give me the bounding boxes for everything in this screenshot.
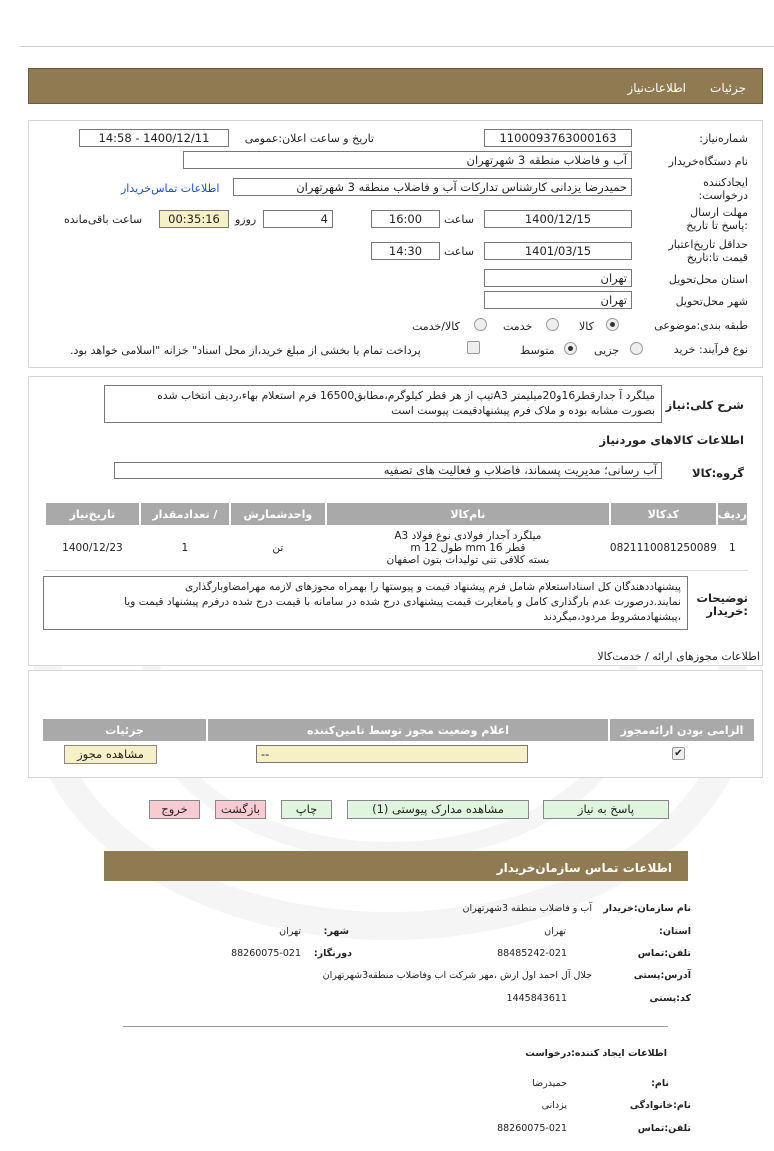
- announce-label: تاریخ و ساعت اعلان:عمومی: [244, 132, 374, 145]
- col-unit: واحدشمارش: [230, 502, 326, 526]
- contact-fax-label: دورنگار:: [313, 948, 352, 959]
- process-minor-radio[interactable]: [630, 342, 643, 355]
- col-code: کدکالا: [610, 502, 717, 526]
- buyer-notes-box: [43, 576, 688, 630]
- col-permit-details: جزئیات: [42, 718, 207, 742]
- notes-line1: پیشنهاددهندگان کل اسناداستعلام شامل فرم پیشنهاد قیمت و پیوستها را بهمراه مجوزهای لازمه مهرامضاوبارگذاری: [184, 581, 681, 593]
- need-number-label: شماره‌نیاز:: [699, 132, 748, 145]
- province-field: تهران: [484, 269, 632, 287]
- goods-group-label: گروه:کالا: [692, 466, 744, 480]
- contact-city-value: تهران: [279, 926, 301, 937]
- contact-address-value: جلال آل احمد اول ارش ،مهر شرکت اب وفاضلاب منطقه3شهرتهران: [322, 970, 592, 981]
- contact-city-label: شهر:: [323, 926, 349, 937]
- contact-phone-value: 88485242-021: [497, 948, 567, 959]
- summary-text-line1: میلگرد آ جدارقطر16و20میلیمتر A3تیپ از هر قطر کیلوگرم،مطابق16500 فرم استعلام بهاء،ردیف انتخاب شده: [157, 389, 655, 402]
- buyer-contact-link[interactable]: اطلاعات تماس‌خریدار: [121, 182, 220, 195]
- col-permit-required: الزامی بودن ارائه‌مجوز: [609, 718, 755, 742]
- header-bar: [28, 68, 763, 104]
- buyer-org-field: آب و فاضلاب منطقه 3 شهرتهران: [183, 151, 632, 169]
- contact-phone-label: تلفن:تماس: [637, 948, 691, 959]
- deadline-time-field: 16:00: [371, 210, 440, 228]
- contact-divider: [123, 1026, 668, 1027]
- col-qty: / تعدادمقدار: [140, 502, 230, 526]
- remaining-time-field: 00:35:16: [159, 210, 229, 228]
- notes-line3: ،پیشنهادمشروط مردود،میگردند: [543, 611, 681, 623]
- print-button[interactable]: چاپ: [281, 800, 332, 819]
- top-divider: [20, 46, 774, 47]
- tab-need-info[interactable]: اطلاعات‌نیاز: [627, 81, 686, 95]
- goods-section-title: اطلاعات کالاهای موردنیاز: [599, 433, 744, 447]
- buyer-notes-label: توضیحات :خریدار: [696, 591, 748, 618]
- buyer-org-label: نام دستگاه‌خریدار: [668, 155, 748, 168]
- goods-table: [44, 501, 749, 571]
- process-medium-label: متوسط: [520, 344, 555, 357]
- process-minor-label: جزیی: [594, 344, 620, 357]
- validity-date-field: 1401/03/15: [484, 242, 632, 260]
- permit-required-checkbox[interactable]: ✔: [672, 747, 685, 760]
- summary-text-line2: بصورت مشابه بوده و ملاک فرم پیشنهادقیمت پیوست است: [391, 404, 655, 417]
- row-code: 0821110081250089: [610, 526, 717, 570]
- tab-details[interactable]: جزئیات: [710, 81, 746, 95]
- contact-postal-label: کد:پستی: [649, 993, 691, 1004]
- row-unit: تن: [230, 526, 326, 570]
- deadline-label: مهلت ارسال :پاسخ تا تاریخ: [686, 206, 748, 232]
- days-field: 4: [263, 210, 333, 228]
- validity-time-field: 14:30: [371, 242, 440, 260]
- notes-line2: نمایند.درصورت عدم بارگذاری کامل و یامغایرت قیمت پیشنهادی درج شده در سامانه با قیمت درج شده درفرم پیشنهاد قیمت ویا: [124, 596, 681, 608]
- permit-status-field: --: [256, 745, 528, 763]
- category-service-label: خدمت: [503, 320, 533, 333]
- need-number-field: 1100093763000163: [484, 129, 632, 147]
- permits-title: اطلاعات مجوزهای ارائه / خدمت‌کالا: [597, 650, 760, 663]
- contact-fax-value: 88260075-021: [231, 948, 301, 959]
- validity-time-label: ساعت: [444, 245, 474, 258]
- category-goods-label: کالا: [579, 320, 594, 333]
- creator-name-label: نام:: [651, 1078, 669, 1089]
- row-date: 1400/12/23: [45, 526, 140, 570]
- contact-org-value: آب و فاضلاب منطقه 3شهرتهران: [462, 903, 592, 914]
- creator-field: حمیدرضا یزدانی کارشناس تدارکات آب و فاضلاب منطقه 3 شهرتهران: [233, 178, 632, 196]
- creator-phone-label: تلفن:تماس: [637, 1123, 691, 1134]
- category-label: طبقه بندی:موضوعی: [654, 319, 748, 332]
- col-row: ردیف: [717, 502, 748, 526]
- category-service-radio[interactable]: [546, 318, 559, 331]
- col-date: تاریخ‌نیاز: [45, 502, 140, 526]
- exit-button[interactable]: خروج: [149, 800, 200, 819]
- summary-box: [104, 385, 662, 423]
- goods-group-field: آب رسانی؛ مدیریت پسماند، فاضلاب و فعالیت های تصفیه: [114, 462, 662, 479]
- col-permit-status: اعلام وضعیت مجوز توسط تامین‌کننده: [207, 718, 609, 742]
- table-row: [45, 526, 748, 570]
- contact-postal-value: 1445843611: [506, 993, 567, 1004]
- remaining-label: ساعت باقی‌مانده: [64, 213, 143, 226]
- row-name-line2: قطر 16 mm طول 12 m: [410, 542, 526, 555]
- deadline-time-label: ساعت: [444, 213, 474, 226]
- contact-province-label: استان:: [659, 926, 691, 937]
- row-name-line1: میلگرد آجدار فولادی نوع فولاد A3: [394, 530, 542, 543]
- category-both-radio[interactable]: [474, 318, 487, 331]
- contact-address-label: آدرس:پستی: [633, 970, 691, 981]
- creator-phone-value: 88260075-021: [497, 1123, 567, 1134]
- reply-button[interactable]: پاسخ به نیاز: [543, 800, 669, 819]
- back-button[interactable]: بازگشت: [215, 800, 266, 819]
- deadline-date-field: 1400/12/15: [484, 210, 632, 228]
- creator-name-value: حمیدرضا: [532, 1078, 567, 1089]
- row-number: 1: [717, 526, 748, 570]
- creator-label: ایجادکننده درخواست:: [698, 176, 748, 202]
- announce-field: 1400/12/11 - 14:58: [79, 129, 229, 147]
- summary-label: شرح کلی:نیاز: [665, 398, 744, 412]
- view-permit-button[interactable]: مشاهده مجوز: [64, 745, 157, 764]
- creator-family-value: یزدانی: [541, 1100, 567, 1111]
- col-name: نام‌کالا: [326, 502, 610, 526]
- process-medium-radio[interactable]: [564, 342, 577, 355]
- view-attachments-button[interactable]: مشاهده مدارک پیوستی (1): [347, 800, 529, 819]
- row-name-line3: بسته کلافی تنی تولیدات بتون اصفهان: [386, 554, 550, 567]
- creator-family-label: نام:خانوادگی: [629, 1100, 691, 1111]
- category-both-label: کالا/خدمت: [412, 320, 460, 333]
- city-field: تهران: [484, 291, 632, 309]
- province-label: استان محل‌تحویل: [668, 273, 748, 286]
- days-label: روزو: [235, 213, 257, 226]
- validity-label: حداقل تاریخ‌اعتبار قیمت تا:تاریخ: [668, 238, 748, 264]
- payment-note: پرداخت تمام یا بخشی از مبلغ خرید،از محل اسناد" خزانه "اسلامی خواهد بود.: [70, 344, 421, 357]
- creator-info-title: اطلاعات ایجاد کننده:درخواست: [525, 1048, 667, 1059]
- city-label: شهر محل‌تحویل: [675, 295, 748, 308]
- process-type-label: نوع فرآیند: خرید: [673, 343, 748, 356]
- contact-province-value: تهران: [544, 926, 566, 937]
- contact-org-label: نام سازمان:خریدار: [603, 903, 691, 914]
- payment-checkbox[interactable]: [467, 341, 480, 354]
- category-goods-radio[interactable]: [606, 318, 619, 331]
- contact-section-title: اطلاعات تماس سازمان‌خریدار: [104, 851, 688, 881]
- row-name: [326, 526, 610, 570]
- row-qty: 1: [140, 526, 230, 570]
